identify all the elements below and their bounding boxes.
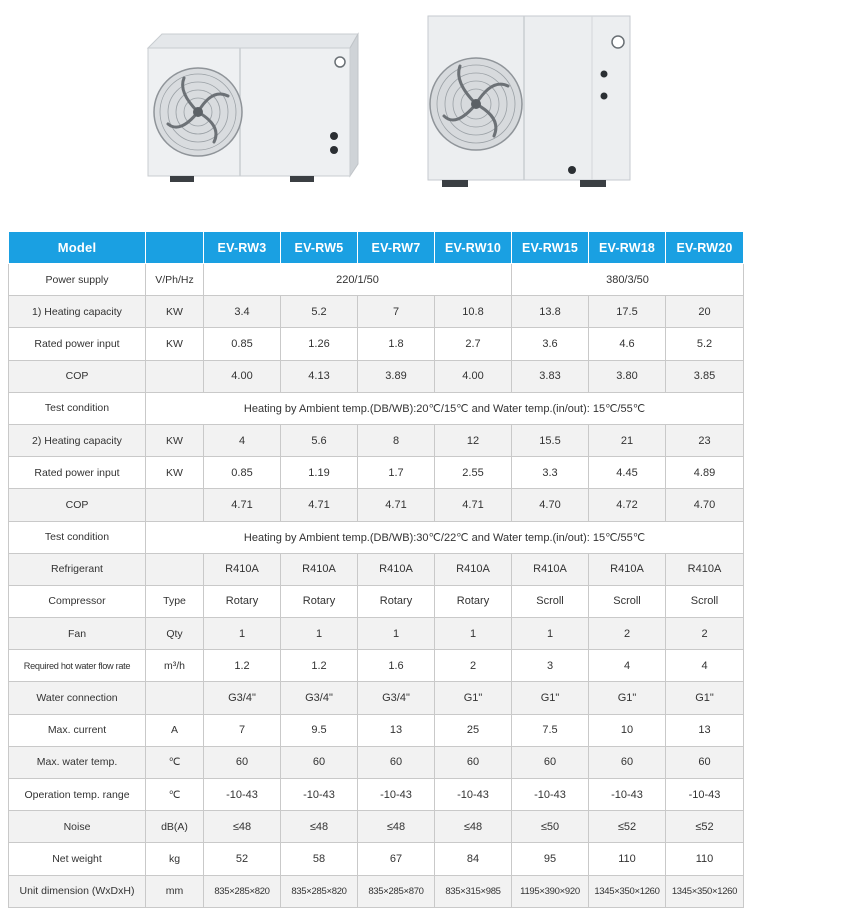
row-label: Required hot water flow rate bbox=[9, 650, 146, 682]
cell-value: 3.85 bbox=[666, 360, 744, 392]
cell-value: 4.6 bbox=[589, 328, 666, 360]
header-model-col: EV-RW20 bbox=[666, 232, 744, 264]
cell-value: 110 bbox=[589, 843, 666, 875]
cell-value: 5.6 bbox=[281, 424, 358, 456]
cell-value: 4.13 bbox=[281, 360, 358, 392]
header-unit bbox=[146, 232, 204, 264]
cell-value: 1345×350×1260 bbox=[666, 875, 744, 907]
cell-value: R410A bbox=[435, 553, 512, 585]
cell-value: R410A bbox=[281, 553, 358, 585]
cell-value: Scroll bbox=[666, 585, 744, 617]
cell-value: 4.70 bbox=[512, 489, 589, 521]
cell-value: R410A bbox=[512, 553, 589, 585]
spec-table bbox=[8, 231, 744, 908]
cell-value: 10.8 bbox=[435, 296, 512, 328]
row-label: Fan bbox=[9, 618, 146, 650]
row-label: Water connection bbox=[9, 682, 146, 714]
table-row-max-water-temp bbox=[9, 746, 744, 778]
cell-value: 4.89 bbox=[666, 457, 744, 489]
row-label: 2) Heating capacity bbox=[9, 424, 146, 456]
cell-value: 835×285×820 bbox=[281, 875, 358, 907]
cell-value: ≤52 bbox=[589, 811, 666, 843]
cell-value: 4.70 bbox=[666, 489, 744, 521]
header-model-col: EV-RW5 bbox=[281, 232, 358, 264]
cell-value: 4.72 bbox=[589, 489, 666, 521]
table-row-refrigerant bbox=[9, 553, 744, 585]
cell-value: -10-43 bbox=[512, 779, 589, 811]
cell-value: 95 bbox=[512, 843, 589, 875]
cell-value: 1 bbox=[281, 618, 358, 650]
header-model-col: EV-RW3 bbox=[204, 232, 281, 264]
cell-value: 1.7 bbox=[358, 457, 435, 489]
table-row-compressor bbox=[9, 585, 744, 617]
cell-value: 4.00 bbox=[204, 360, 281, 392]
cell-value: ≤48 bbox=[358, 811, 435, 843]
cell-value: 4.71 bbox=[204, 489, 281, 521]
cell-value: 17.5 bbox=[589, 296, 666, 328]
table-row-cop-1 bbox=[9, 360, 744, 392]
row-label: Rated power input bbox=[9, 457, 146, 489]
cell-value: 20 bbox=[666, 296, 744, 328]
row-unit: ℃ bbox=[146, 746, 204, 778]
cell-value: 9.5 bbox=[281, 714, 358, 746]
table-row-water-flow bbox=[9, 650, 744, 682]
cell-value: 4 bbox=[589, 650, 666, 682]
cell-value: 835×285×820 bbox=[204, 875, 281, 907]
row-label: Unit dimension (WxDxH) bbox=[9, 875, 146, 907]
cell-value: G3/4" bbox=[281, 682, 358, 714]
cell-value: 110 bbox=[666, 843, 744, 875]
cell-value: 3.6 bbox=[512, 328, 589, 360]
cell-value: 380/3/50 bbox=[512, 264, 744, 296]
cell-value: 60 bbox=[358, 746, 435, 778]
cell-value: 4.45 bbox=[589, 457, 666, 489]
table-row-noise bbox=[9, 811, 744, 843]
cell-value: 23 bbox=[666, 424, 744, 456]
cell-value: G1" bbox=[589, 682, 666, 714]
cell-value: 2 bbox=[666, 618, 744, 650]
table-row-fan bbox=[9, 618, 744, 650]
cell-value: 58 bbox=[281, 843, 358, 875]
cell-value: R410A bbox=[666, 553, 744, 585]
row-label: Net weight bbox=[9, 843, 146, 875]
row-label: Compressor bbox=[9, 585, 146, 617]
row-label: Rated power input bbox=[9, 328, 146, 360]
cell-value: 12 bbox=[435, 424, 512, 456]
table-row-unit-dimension bbox=[9, 875, 744, 907]
cell-value: 60 bbox=[281, 746, 358, 778]
row-unit: kg bbox=[146, 843, 204, 875]
product-image-large-unit bbox=[420, 12, 638, 192]
table-row-heating-capacity-1 bbox=[9, 296, 744, 328]
table-row-rated-power-2 bbox=[9, 457, 744, 489]
cell-value: 1195×390×920 bbox=[512, 875, 589, 907]
row-unit bbox=[146, 489, 204, 521]
cell-value: G3/4" bbox=[204, 682, 281, 714]
cell-value: 0.85 bbox=[204, 457, 281, 489]
cell-value: 4 bbox=[666, 650, 744, 682]
table-row-rated-power-1 bbox=[9, 328, 744, 360]
cell-value: -10-43 bbox=[589, 779, 666, 811]
cell-value: G1" bbox=[512, 682, 589, 714]
row-label: COP bbox=[9, 489, 146, 521]
cell-value: Rotary bbox=[358, 585, 435, 617]
row-label: Test condition bbox=[9, 392, 146, 424]
cell-value: 60 bbox=[204, 746, 281, 778]
cell-value: 60 bbox=[589, 746, 666, 778]
row-unit: m³/h bbox=[146, 650, 204, 682]
cell-value: 1.6 bbox=[358, 650, 435, 682]
row-label: Test condition bbox=[9, 521, 146, 553]
row-unit: KW bbox=[146, 296, 204, 328]
cell-value: 1.8 bbox=[358, 328, 435, 360]
cell-value: 13.8 bbox=[512, 296, 589, 328]
row-unit bbox=[146, 553, 204, 585]
cell-value: Rotary bbox=[435, 585, 512, 617]
cell-value: 7.5 bbox=[512, 714, 589, 746]
cell-value: 4.71 bbox=[435, 489, 512, 521]
cell-value: 21 bbox=[589, 424, 666, 456]
cell-value: 3.83 bbox=[512, 360, 589, 392]
row-unit bbox=[146, 682, 204, 714]
cell-value: 4.00 bbox=[435, 360, 512, 392]
cell-value: 3.89 bbox=[358, 360, 435, 392]
header-model: Model bbox=[9, 232, 146, 264]
cell-value: 2.7 bbox=[435, 328, 512, 360]
cell-value: Rotary bbox=[281, 585, 358, 617]
cell-value: 4 bbox=[204, 424, 281, 456]
row-unit: KW bbox=[146, 457, 204, 489]
row-unit: V/Ph/Hz bbox=[146, 264, 204, 296]
row-unit bbox=[146, 360, 204, 392]
cell-value: G3/4" bbox=[358, 682, 435, 714]
row-unit: dB(A) bbox=[146, 811, 204, 843]
table-row-test-condition-2 bbox=[9, 521, 744, 553]
cell-value: 3.3 bbox=[512, 457, 589, 489]
table-row-max-current bbox=[9, 714, 744, 746]
row-unit: Type bbox=[146, 585, 204, 617]
cell-value: 15.5 bbox=[512, 424, 589, 456]
row-label: Noise bbox=[9, 811, 146, 843]
cell-value: 3 bbox=[512, 650, 589, 682]
cell-value: 13 bbox=[358, 714, 435, 746]
cell-value: 1 bbox=[512, 618, 589, 650]
cell-value: 1 bbox=[435, 618, 512, 650]
cell-value: 60 bbox=[666, 746, 744, 778]
cell-value: 8 bbox=[358, 424, 435, 456]
cell-value: Scroll bbox=[589, 585, 666, 617]
header-model-col: EV-RW10 bbox=[435, 232, 512, 264]
cell-value: 1 bbox=[204, 618, 281, 650]
cell-value: ≤50 bbox=[512, 811, 589, 843]
row-label: COP bbox=[9, 360, 146, 392]
cell-value: 1.2 bbox=[204, 650, 281, 682]
table-row-heating-capacity-2 bbox=[9, 424, 744, 456]
cell-value: 220/1/50 bbox=[204, 264, 512, 296]
row-label: Power supply bbox=[9, 264, 146, 296]
row-unit: mm bbox=[146, 875, 204, 907]
product-image-small-unit bbox=[140, 30, 360, 190]
cell-value: R410A bbox=[358, 553, 435, 585]
table-row-test-condition-1 bbox=[9, 392, 744, 424]
table-row-operation-temp bbox=[9, 779, 744, 811]
cell-value: -10-43 bbox=[281, 779, 358, 811]
test-condition-text: Heating by Ambient temp.(DB/WB):30℃/22℃ and Water temp.(in/out): 15℃/55℃ bbox=[146, 521, 744, 553]
cell-value: -10-43 bbox=[435, 779, 512, 811]
cell-value: 1.26 bbox=[281, 328, 358, 360]
cell-value: 835×315×985 bbox=[435, 875, 512, 907]
row-unit: KW bbox=[146, 328, 204, 360]
row-unit: Qty bbox=[146, 618, 204, 650]
cell-value: 5.2 bbox=[281, 296, 358, 328]
cell-value: ≤48 bbox=[281, 811, 358, 843]
cell-value: 4.71 bbox=[358, 489, 435, 521]
cell-value: 10 bbox=[589, 714, 666, 746]
test-condition-text: Heating by Ambient temp.(DB/WB):20℃/15℃ and Water temp.(in/out): 15℃/55℃ bbox=[146, 392, 744, 424]
cell-value: 84 bbox=[435, 843, 512, 875]
header-model-col: EV-RW15 bbox=[512, 232, 589, 264]
cell-value: 1345×350×1260 bbox=[589, 875, 666, 907]
cell-value: Scroll bbox=[512, 585, 589, 617]
cell-value: 25 bbox=[435, 714, 512, 746]
cell-value: 5.2 bbox=[666, 328, 744, 360]
cell-value: Rotary bbox=[204, 585, 281, 617]
cell-value: R410A bbox=[589, 553, 666, 585]
cell-value: 7 bbox=[204, 714, 281, 746]
cell-value: ≤48 bbox=[435, 811, 512, 843]
cell-value: 3.4 bbox=[204, 296, 281, 328]
cell-value: 3.80 bbox=[589, 360, 666, 392]
cell-value: 2 bbox=[589, 618, 666, 650]
row-unit: ℃ bbox=[146, 779, 204, 811]
row-label: Max. current bbox=[9, 714, 146, 746]
cell-value: 1 bbox=[358, 618, 435, 650]
cell-value: 60 bbox=[435, 746, 512, 778]
table-row-water-connection bbox=[9, 682, 744, 714]
row-unit: A bbox=[146, 714, 204, 746]
table-row-cop-2 bbox=[9, 489, 744, 521]
cell-value: G1" bbox=[666, 682, 744, 714]
table-row-power-supply bbox=[9, 264, 744, 296]
row-label: 1) Heating capacity bbox=[9, 296, 146, 328]
cell-value: -10-43 bbox=[358, 779, 435, 811]
cell-value: 1.19 bbox=[281, 457, 358, 489]
table-row-net-weight bbox=[9, 843, 744, 875]
header-model-col: EV-RW18 bbox=[589, 232, 666, 264]
cell-value: -10-43 bbox=[666, 779, 744, 811]
cell-value: ≤52 bbox=[666, 811, 744, 843]
row-unit: KW bbox=[146, 424, 204, 456]
cell-value: 7 bbox=[358, 296, 435, 328]
cell-value: 13 bbox=[666, 714, 744, 746]
row-label: Operation temp. range bbox=[9, 779, 146, 811]
cell-value: 67 bbox=[358, 843, 435, 875]
cell-value: 4.71 bbox=[281, 489, 358, 521]
cell-value: ≤48 bbox=[204, 811, 281, 843]
cell-value: 60 bbox=[512, 746, 589, 778]
cell-value: R410A bbox=[204, 553, 281, 585]
header-model-col: EV-RW7 bbox=[358, 232, 435, 264]
cell-value: 0.85 bbox=[204, 328, 281, 360]
cell-value: -10-43 bbox=[204, 779, 281, 811]
row-label: Max. water temp. bbox=[9, 746, 146, 778]
cell-value: 1.2 bbox=[281, 650, 358, 682]
cell-value: 835×285×870 bbox=[358, 875, 435, 907]
row-label: Refrigerant bbox=[9, 553, 146, 585]
cell-value: 2 bbox=[435, 650, 512, 682]
header-row bbox=[9, 232, 744, 264]
cell-value: 2.55 bbox=[435, 457, 512, 489]
cell-value: 52 bbox=[204, 843, 281, 875]
cell-value: G1" bbox=[435, 682, 512, 714]
